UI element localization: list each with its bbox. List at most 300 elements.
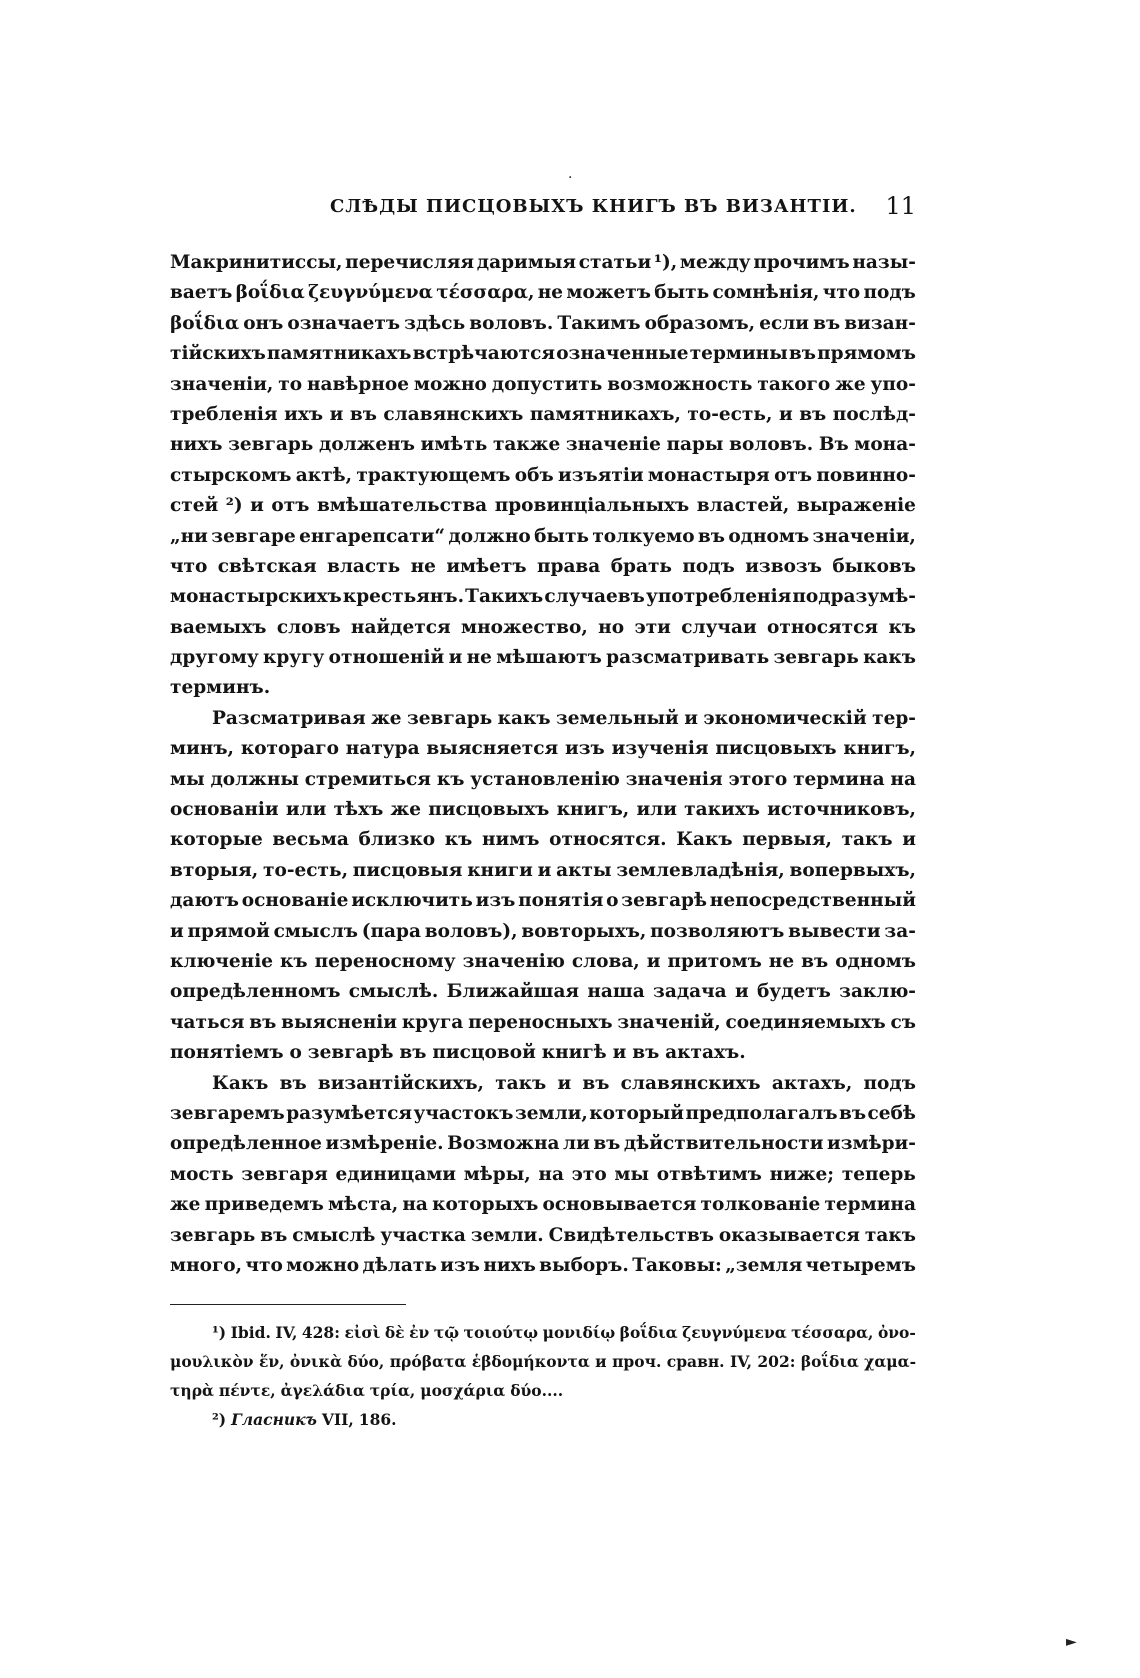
text-line xyxy=(170,977,916,1007)
word: подъ xyxy=(863,282,916,304)
word: какъ xyxy=(863,647,916,669)
word: чаться xyxy=(170,1011,245,1033)
word: εἰσὶ xyxy=(344,1323,381,1342)
word: здѣсь xyxy=(404,312,466,334)
word: значенію xyxy=(462,950,565,972)
word: заклю- xyxy=(839,981,916,1003)
word: относятся. xyxy=(549,829,667,851)
word: даютъ xyxy=(170,890,239,912)
text-line xyxy=(170,856,916,886)
word: зевгарь xyxy=(228,434,314,456)
word: то-есть, xyxy=(687,403,773,425)
word: мость xyxy=(170,1163,234,1185)
word: отвѣтимъ xyxy=(656,1163,762,1185)
word: и xyxy=(595,1352,607,1371)
word: къ xyxy=(280,950,308,972)
word: писцовой xyxy=(432,1042,536,1064)
word: зевгарь xyxy=(406,707,493,729)
word: участокъ xyxy=(413,1102,514,1124)
word: выраженіе xyxy=(796,495,916,517)
word: непосредственный xyxy=(709,890,916,912)
word: изученія xyxy=(611,738,709,760)
footnote-line xyxy=(170,1347,916,1376)
word: стремиться xyxy=(304,768,431,790)
word: къ xyxy=(444,829,473,851)
word: такъ xyxy=(495,1072,547,1094)
word: въ xyxy=(799,403,827,425)
word: терминъ. xyxy=(170,677,271,699)
text-line xyxy=(170,1099,916,1129)
footnote-line xyxy=(170,1405,916,1434)
text-line xyxy=(170,461,916,491)
word: τέσσαρα, xyxy=(791,1323,874,1342)
word: даримыя xyxy=(476,252,577,273)
word: Таковы: xyxy=(632,1254,722,1276)
word: зевгарь xyxy=(170,1224,256,1246)
word: и xyxy=(250,495,264,517)
word: воловъ), xyxy=(424,920,518,942)
footnote-divider xyxy=(170,1304,406,1305)
word: ζευγνύμενα xyxy=(308,282,433,304)
text-line xyxy=(170,643,916,673)
word: ниже; xyxy=(769,1163,835,1185)
word: монастыря xyxy=(647,464,770,486)
word: четыремъ xyxy=(805,1254,916,1276)
word: нихъ xyxy=(170,434,223,456)
word: какъ xyxy=(497,707,551,729)
word: встрѣчаются xyxy=(412,343,556,365)
word: что xyxy=(822,282,861,304)
word: предполагалъ xyxy=(685,1102,838,1124)
word: отъ xyxy=(774,464,813,486)
word: землевладѣнія, xyxy=(616,859,785,881)
word: соединяемыхъ xyxy=(725,1011,886,1033)
word: минъ, xyxy=(170,738,234,760)
word: (пара xyxy=(361,920,421,942)
word: о xyxy=(606,890,619,912)
word: Такимъ xyxy=(557,312,641,334)
text-line xyxy=(170,613,916,643)
word: натура xyxy=(345,738,420,760)
word: актахъ, xyxy=(771,1072,853,1094)
word: установленію xyxy=(470,768,620,790)
text-line xyxy=(170,795,916,825)
word: имѣть xyxy=(420,434,488,456)
page-number: 11 xyxy=(885,192,916,220)
word: это xyxy=(571,1163,607,1185)
page-header xyxy=(170,192,916,226)
word: 428: xyxy=(301,1323,340,1342)
text-line xyxy=(170,673,916,703)
word: употребленія xyxy=(645,586,792,608)
word: мѣры, xyxy=(463,1163,531,1185)
word: Ближайшая xyxy=(446,981,580,1003)
word: трактующемъ xyxy=(356,464,511,486)
text-line xyxy=(170,400,916,430)
word: писцовыхъ xyxy=(715,738,837,760)
word: опредѣленномъ xyxy=(170,981,341,1003)
text-line xyxy=(170,1221,916,1251)
word: но xyxy=(598,616,625,638)
word: переносныхъ xyxy=(468,1011,613,1033)
print-speck: ► xyxy=(1066,1634,1077,1650)
word: зевгарѣ xyxy=(621,890,707,912)
word: зевгаремъ xyxy=(170,1102,285,1124)
word: изъятіи xyxy=(557,464,644,486)
word: Возможна xyxy=(447,1133,560,1155)
word: смыслъ xyxy=(273,920,358,942)
word: случаи xyxy=(681,616,757,638)
word: ²) xyxy=(212,1410,227,1429)
word: тер- xyxy=(872,707,916,729)
word: τηρὰ xyxy=(170,1381,214,1400)
word: земельный xyxy=(555,707,679,729)
text-line xyxy=(170,1069,916,1099)
word: μονιδίῳ xyxy=(542,1323,616,1342)
word: βοΐδια xyxy=(170,312,240,334)
word: зевгаря xyxy=(241,1163,328,1185)
word: то-есть, xyxy=(263,859,349,881)
word: стырскомъ xyxy=(170,464,292,486)
word: VII, xyxy=(321,1410,354,1429)
word: измѣри- xyxy=(826,1133,916,1155)
word: енгарепсати“ xyxy=(299,525,446,547)
text-line xyxy=(170,248,916,278)
word: такъ xyxy=(841,829,893,851)
word: δύο, xyxy=(347,1352,385,1371)
word: власть xyxy=(327,555,401,577)
word: и xyxy=(170,920,184,942)
word: смыслѣ. xyxy=(348,981,439,1003)
word: брать xyxy=(610,555,672,577)
word: котораго xyxy=(240,738,339,760)
word: Какъ xyxy=(212,1072,269,1094)
word: будетъ xyxy=(756,981,831,1003)
word: ¹) xyxy=(212,1323,227,1342)
word: ли xyxy=(563,1133,590,1155)
word: ¹), xyxy=(653,252,678,273)
word: и xyxy=(684,707,698,729)
word: множество, xyxy=(461,616,588,638)
word: τοιούτῳ xyxy=(463,1323,539,1342)
word: въ xyxy=(260,1224,288,1246)
word: въ xyxy=(349,403,377,425)
word: можно xyxy=(286,1254,360,1276)
word: дѣлать xyxy=(362,1254,437,1276)
word: Макринитиссы, xyxy=(170,252,343,273)
text-line xyxy=(170,1129,916,1159)
word: перечисляя xyxy=(345,252,475,273)
word: тѣхъ xyxy=(333,799,384,821)
word: не xyxy=(537,282,564,304)
word: византійскихъ, xyxy=(317,1072,484,1094)
word: опредѣленное xyxy=(170,1133,322,1155)
word: термина xyxy=(824,1194,916,1216)
word: экономическій xyxy=(703,707,867,729)
word: сравн. xyxy=(666,1352,725,1371)
word: требленія xyxy=(170,403,278,425)
word: повинно- xyxy=(816,464,916,486)
word: значенія xyxy=(625,768,723,790)
word: подъ xyxy=(682,555,735,577)
word: славянскихъ xyxy=(620,1072,761,1094)
word: памятникахъ, xyxy=(529,403,681,425)
word: и xyxy=(537,859,552,881)
word: Гласникъ xyxy=(231,1410,317,1429)
word: изъ xyxy=(475,890,516,912)
word: βοΐδια xyxy=(619,1323,678,1342)
word: вторыя, xyxy=(170,859,259,881)
word: ὀνικὰ xyxy=(289,1352,343,1371)
word: тійскихъ xyxy=(170,343,266,365)
word: πέντε, xyxy=(218,1381,276,1400)
word: же xyxy=(170,1194,201,1216)
word: понятіемъ xyxy=(170,1042,284,1064)
word: кругу xyxy=(263,647,325,669)
word: въ xyxy=(593,1133,621,1155)
text-line xyxy=(170,491,916,521)
word: прочимъ xyxy=(753,252,850,273)
word: также xyxy=(492,434,561,456)
word: участка xyxy=(380,1224,466,1246)
word: пары xyxy=(666,434,724,456)
word: что xyxy=(245,1254,283,1276)
word: ἀγελάδια xyxy=(280,1381,365,1400)
word: которыхъ xyxy=(432,1194,539,1216)
word: монастырскихъ xyxy=(170,586,342,608)
word: объ xyxy=(514,464,554,486)
word: много, xyxy=(170,1254,243,1276)
word: βοΐδια xyxy=(800,1352,859,1371)
word: толкованіе xyxy=(700,1194,821,1216)
word: на xyxy=(402,1194,428,1216)
word: толкуемо xyxy=(592,525,695,547)
word: Такихъ xyxy=(465,586,544,608)
word: выясняется xyxy=(426,738,559,760)
word: славянскихъ xyxy=(383,403,524,425)
word: χαμα- xyxy=(864,1352,916,1371)
word: зевгарь xyxy=(773,647,859,669)
word: земли, xyxy=(514,1102,588,1124)
text-line xyxy=(170,886,916,916)
word: въ xyxy=(801,950,829,972)
word: на xyxy=(890,768,916,790)
word: что xyxy=(170,555,208,577)
word: круга xyxy=(401,1011,464,1033)
word: акты xyxy=(556,859,612,881)
word: въ xyxy=(582,1072,610,1094)
word: быть xyxy=(654,282,710,304)
word: къ xyxy=(436,768,465,790)
word: можетъ xyxy=(566,282,651,304)
word: смыслѣ xyxy=(292,1224,376,1246)
word: выясненіи xyxy=(281,1011,398,1033)
word: прямой xyxy=(187,920,270,942)
word: основаніе xyxy=(241,890,349,912)
word: писцовыя xyxy=(352,859,463,881)
text-line xyxy=(170,278,916,308)
word: μοσχάρια xyxy=(420,1381,506,1400)
word: права xyxy=(536,555,601,577)
word: мѣста, xyxy=(327,1194,399,1216)
word: воловъ. xyxy=(729,434,814,456)
word: въ xyxy=(839,1102,867,1124)
word: свѣтская xyxy=(217,555,317,577)
word: „земля xyxy=(725,1254,803,1276)
word: имѣетъ xyxy=(446,555,527,577)
word: мы xyxy=(170,768,205,790)
word: ζευγνύμενα xyxy=(682,1323,787,1342)
word: ἐν xyxy=(409,1323,430,1342)
word: разумѣется xyxy=(286,1102,413,1124)
word: πρόβατα xyxy=(389,1352,467,1371)
word: то xyxy=(278,373,303,395)
word: о xyxy=(289,1042,302,1064)
word: къ xyxy=(888,616,916,638)
word: не xyxy=(466,647,492,669)
word: относятся xyxy=(767,616,879,638)
word: должно xyxy=(448,525,531,547)
word: задача xyxy=(653,981,727,1003)
word: въ xyxy=(279,1072,307,1094)
word: Въ xyxy=(818,434,849,456)
word: книги xyxy=(467,859,533,881)
word: означаетъ xyxy=(287,312,401,334)
word: измѣреніе. xyxy=(325,1133,444,1155)
word: изъ xyxy=(565,738,605,760)
footnote-line xyxy=(170,1376,916,1405)
word: между xyxy=(679,252,751,273)
word: близко xyxy=(358,829,436,851)
word: и xyxy=(902,829,916,851)
word: ἕν, xyxy=(258,1352,285,1371)
body-text xyxy=(170,248,916,1281)
text-line xyxy=(170,704,916,734)
text-line xyxy=(170,339,916,369)
word: ²) xyxy=(225,495,243,517)
word: весьма xyxy=(272,829,349,851)
word: въ xyxy=(249,1011,277,1033)
word: подразумѣ- xyxy=(792,586,916,608)
word: первыя, xyxy=(742,829,832,851)
word: дѣйствительности xyxy=(623,1133,824,1155)
word: приведемъ xyxy=(204,1194,324,1216)
word: властей, xyxy=(696,495,790,517)
word: ваемыхъ xyxy=(170,616,267,638)
text-line xyxy=(170,370,916,400)
word: можно xyxy=(413,373,487,395)
text-line xyxy=(170,1251,916,1281)
print-speck: · xyxy=(568,170,573,186)
word: прямомъ xyxy=(817,343,916,365)
word: теперь xyxy=(841,1163,916,1185)
word: значеніи, xyxy=(170,373,274,395)
text-line xyxy=(170,1008,916,1038)
word: Ibid. xyxy=(230,1323,271,1342)
word: Свидѣтельствъ xyxy=(548,1224,714,1246)
word: этого xyxy=(728,768,788,790)
text-line xyxy=(170,1038,916,1068)
word: переносному xyxy=(314,950,456,972)
word: зевгаре xyxy=(211,525,296,547)
word: выборъ. xyxy=(539,1254,629,1276)
word: не xyxy=(410,555,436,577)
word: такъ xyxy=(864,1224,916,1246)
word: случаевъ xyxy=(544,586,645,608)
word: актѣ, xyxy=(295,464,353,486)
word: которые xyxy=(170,829,263,851)
word: мѣшаютъ xyxy=(496,647,602,669)
text-line xyxy=(170,734,916,764)
word: книгѣ xyxy=(541,1042,607,1064)
word: образомъ, xyxy=(644,312,756,334)
word: книгъ, xyxy=(843,738,916,760)
word: нимъ xyxy=(481,829,540,851)
word: основывается xyxy=(542,1194,697,1216)
word: проч. xyxy=(612,1352,662,1371)
word: книгъ, xyxy=(556,799,630,821)
word: ваетъ xyxy=(170,282,233,304)
word: извозъ xyxy=(745,555,822,577)
word: должны xyxy=(210,768,299,790)
word: на xyxy=(538,1163,564,1185)
text-line xyxy=(170,1160,916,1190)
word: навѣрное xyxy=(307,373,409,395)
text-line xyxy=(170,765,916,795)
word: стей xyxy=(170,495,219,517)
word: и xyxy=(448,647,463,669)
word: эти xyxy=(634,616,671,638)
word: актахъ. xyxy=(665,1042,746,1064)
word: единицами xyxy=(335,1163,456,1185)
word: τῷ xyxy=(433,1323,459,1342)
word: отъ xyxy=(271,495,310,517)
text-line xyxy=(170,430,916,460)
word: мона- xyxy=(854,434,916,456)
word: притомъ xyxy=(667,950,762,972)
word: позволяютъ xyxy=(650,920,785,942)
word: IV, xyxy=(275,1323,298,1342)
word: послѣд- xyxy=(832,403,916,425)
word: словъ xyxy=(276,616,341,638)
word: вмѣшательства xyxy=(316,495,488,517)
word: себѣ xyxy=(867,1102,916,1124)
word: δὲ xyxy=(384,1323,405,1342)
word: статьи xyxy=(578,252,652,273)
word: долженъ xyxy=(318,434,415,456)
word: понятія xyxy=(518,890,604,912)
word: съ xyxy=(890,1011,916,1033)
word: ключеніе xyxy=(170,950,274,972)
word: βοΐδια xyxy=(235,282,305,304)
word: значеній, xyxy=(617,1011,721,1033)
word: изъ xyxy=(440,1254,480,1276)
word: мы xyxy=(614,1163,650,1185)
word: вопервыхъ, xyxy=(789,859,916,881)
word: упо- xyxy=(870,373,916,395)
word: одномъ xyxy=(728,525,810,547)
text-line xyxy=(170,947,916,977)
word: въ xyxy=(399,1042,427,1064)
word: нихъ xyxy=(483,1254,536,1276)
word: памятникахъ xyxy=(266,343,412,365)
word: возможность xyxy=(607,373,753,395)
word: значеніе xyxy=(565,434,661,456)
word: одномъ xyxy=(835,950,916,972)
word: и xyxy=(557,1072,572,1094)
word: основаніи xyxy=(170,799,279,821)
word: и xyxy=(778,403,793,425)
